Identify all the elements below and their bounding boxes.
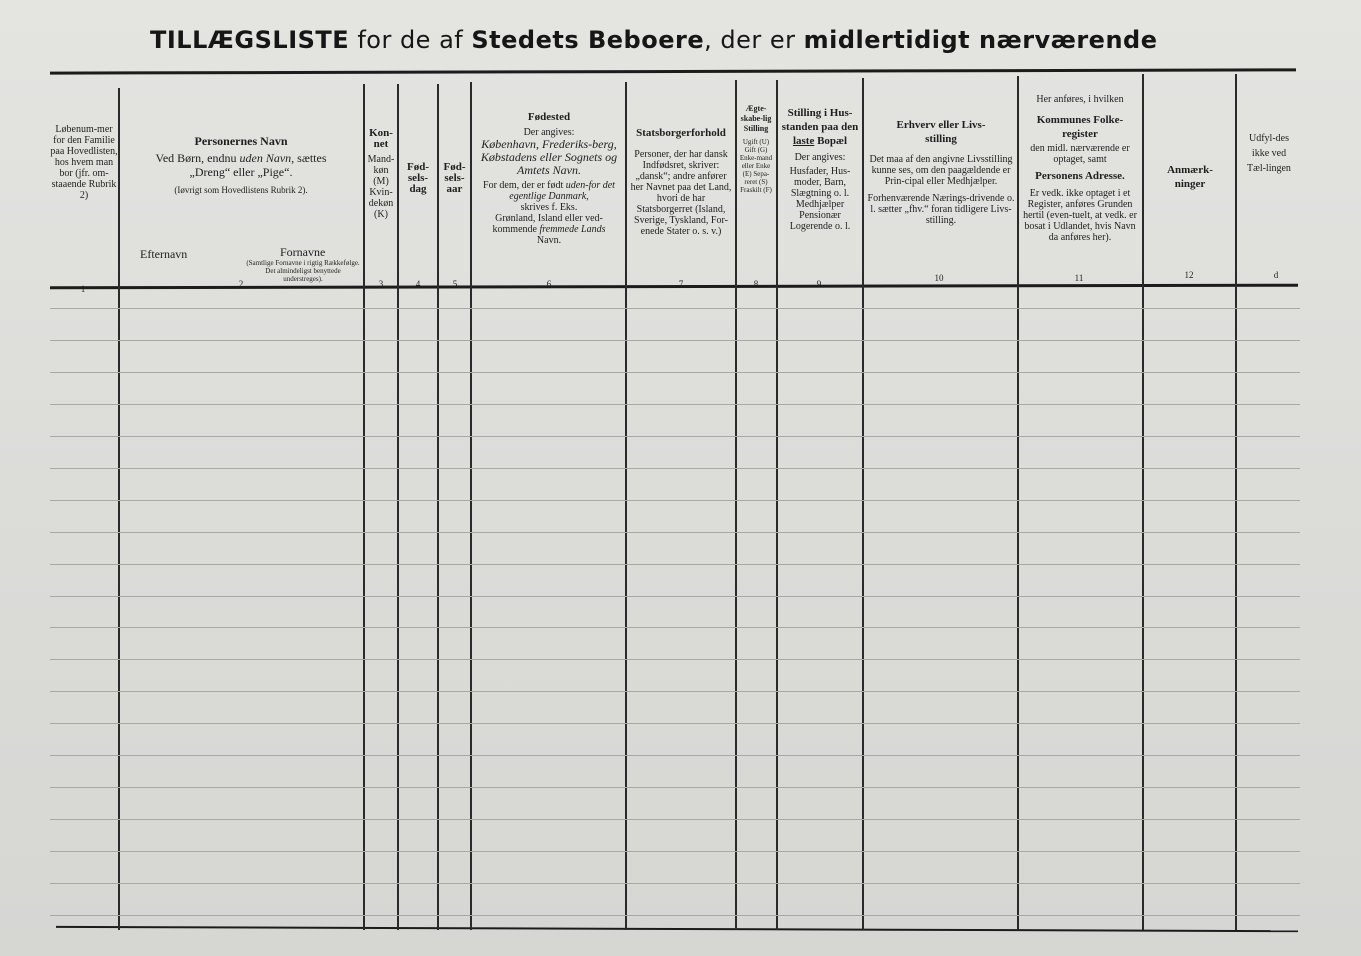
col-divider-5 bbox=[470, 82, 472, 930]
table-row-line bbox=[50, 340, 1300, 341]
col6-text4: Navn. bbox=[536, 235, 562, 246]
col-divider-9 bbox=[862, 78, 864, 930]
table-row-line bbox=[50, 691, 1300, 692]
col11-pre: Her anføres, i hvilken bbox=[1036, 94, 1124, 105]
col10-heading: Erhverv eller Livs-stilling bbox=[896, 119, 986, 145]
table-row-line bbox=[50, 659, 1300, 660]
col2-line2: „Dreng“ eller „Pige“. bbox=[189, 165, 293, 179]
table-row-line bbox=[50, 564, 1300, 565]
col4-number: 4 bbox=[415, 279, 421, 289]
col11-heading2: Personens Adresse. bbox=[1035, 170, 1125, 182]
col7-heading: Statsborgerforhold bbox=[636, 127, 726, 139]
col2-line1-b: uden Navn bbox=[239, 151, 292, 165]
cold-header bbox=[1247, 131, 1291, 176]
col6-text3-b: fremmede Lands bbox=[539, 224, 606, 235]
col9-sub: Der angives: bbox=[794, 152, 846, 163]
col-divider-7 bbox=[735, 80, 737, 930]
col6-heading: Fødested bbox=[527, 111, 571, 123]
table-row-line bbox=[50, 915, 1300, 916]
col8-text: Ugift (U) Gift (G) Enke-mand eller Enke (E) Sepa-reret (S) Fraskilt (F) bbox=[739, 138, 773, 194]
col7-header bbox=[628, 128, 734, 237]
table-row-line bbox=[50, 819, 1300, 820]
title-part-4: , der er bbox=[704, 26, 804, 54]
table-row-line bbox=[50, 500, 1300, 501]
table-row-line bbox=[50, 723, 1300, 724]
col12-header bbox=[1146, 163, 1234, 191]
col10-text2: Forhenværende Nærings-drivende o. l. sætter „fhv.“ foran tidligere Livs-stilling. bbox=[867, 193, 1015, 226]
col10-text1: Det maa af den angivne Livsstilling kunne ses, om den paagældende er Prin-cipal eller Medhjælper. bbox=[869, 154, 1013, 187]
form-title bbox=[150, 26, 1210, 54]
col3-header bbox=[365, 128, 397, 220]
title-part-2: for de af bbox=[349, 26, 472, 54]
col2-number: 2 bbox=[238, 279, 244, 289]
col7-number: 7 bbox=[678, 279, 684, 289]
title-part-3: Stedets Beboere bbox=[471, 26, 705, 54]
col8-heading: Ægte-skabe-lig Stilling bbox=[740, 104, 772, 133]
col9-text: Husfader, Hus-moder, Barn, Slægtning o. l. Medhjælper Pensionær Logerende o. l. bbox=[789, 166, 851, 232]
col8-number: 8 bbox=[753, 279, 759, 289]
col-divider-10 bbox=[1017, 76, 1019, 930]
col9-heading-end: Bopæl bbox=[814, 135, 848, 147]
table-row-line bbox=[50, 468, 1300, 469]
col2-header bbox=[122, 136, 360, 196]
col3-number: 3 bbox=[378, 279, 384, 289]
table-row-line bbox=[50, 627, 1300, 628]
col9-heading bbox=[779, 106, 861, 148]
col3-text: Mand-køn (M) Kvin-dekøn (K) bbox=[367, 154, 395, 220]
col5-number: 5 bbox=[452, 279, 458, 289]
col2-line1-c: , sættes bbox=[291, 151, 327, 165]
col1-header bbox=[50, 124, 118, 201]
col-divider-6 bbox=[625, 82, 627, 930]
col-divider-4 bbox=[437, 84, 439, 930]
table-row-line bbox=[50, 883, 1300, 884]
col6-text1-b: uden-for det egentlige Danmark, bbox=[509, 180, 615, 202]
col2-sub-fornavne: Fornavne bbox=[280, 245, 326, 259]
table-row-line bbox=[50, 851, 1300, 852]
col-divider-8 bbox=[776, 80, 778, 930]
col12-heading: Anmærk-ninger bbox=[1167, 164, 1213, 190]
table-row-line bbox=[50, 532, 1300, 533]
col1-number: 1 bbox=[80, 284, 86, 294]
col-divider-11 bbox=[1142, 74, 1144, 930]
col10-header bbox=[866, 118, 1016, 226]
col2-line1 bbox=[122, 151, 360, 165]
col6-text1 bbox=[474, 180, 624, 202]
table-row-line bbox=[50, 436, 1300, 437]
col5-header bbox=[439, 162, 470, 199]
col9-heading-underlined: laste bbox=[792, 135, 815, 147]
title-part-main: TILLÆGSLISTE bbox=[150, 26, 350, 54]
cold-number: d bbox=[1273, 270, 1279, 280]
col6-header bbox=[474, 112, 624, 246]
col3-heading: Kon-net bbox=[369, 127, 393, 150]
table-row-line bbox=[50, 372, 1300, 373]
bottom-rule bbox=[56, 926, 1298, 932]
col11-text1: den midl. nærværende er optaget, samt bbox=[1030, 143, 1130, 165]
col-divider-12 bbox=[1235, 74, 1237, 930]
col11-header bbox=[1020, 94, 1140, 243]
col12-number: 12 bbox=[1184, 270, 1194, 280]
col10-number: 10 bbox=[934, 273, 944, 283]
col2-sub-fornavne-note: (Samtlige Fornavne i rigtig Rækkefølge. Det almindeligst benyttede understreges). bbox=[246, 259, 360, 283]
col8-header bbox=[737, 104, 775, 194]
col1-text: Løbenum-mer for den Familie paa Hovedlisten, hos hvem man bor (jfr. om-staaende Rubrik 2) bbox=[50, 124, 118, 201]
top-rule bbox=[50, 68, 1296, 74]
col6-italic-text: København, Frederiks-berg, Købstadens eller Sognets og Amtets Navn. bbox=[480, 137, 618, 177]
col2-line1-a: Ved Børn, endnu bbox=[155, 151, 240, 165]
col9-header bbox=[779, 106, 861, 232]
col-divider-3 bbox=[397, 84, 399, 930]
col6-text3-a: Grønland, Island eller ved-kommende bbox=[492, 213, 603, 235]
col4-heading: Fød-sels-dag bbox=[407, 161, 429, 195]
col11-text2: Er vedk. ikke optaget i et Register, anføres Grunden hertil (even-tuelt, at vedk. er bosat i Udlandet, hvis Navn da anføres her). bbox=[1023, 188, 1137, 243]
col4-header bbox=[400, 162, 436, 199]
col6-text1-a: For dem, der er født bbox=[483, 180, 566, 191]
table-row-line bbox=[50, 787, 1300, 788]
col2-sub-efternavn: Efternavn bbox=[140, 247, 188, 261]
col6-text2: skrives f. Eks. bbox=[520, 202, 578, 213]
col6-text3 bbox=[474, 213, 624, 235]
col9-heading-a: Stilling i Hus-standen paa den bbox=[781, 107, 859, 133]
cold-text: Udfyl-des ikke ved Tæl-lingen bbox=[1247, 133, 1291, 174]
col6-sub: Der angives: bbox=[523, 127, 575, 138]
col5-heading: Fød-sels-aar bbox=[443, 161, 466, 195]
col6-number: 6 bbox=[546, 279, 552, 289]
col9-number: 9 bbox=[816, 279, 822, 289]
col2-note: (Iøvrigt som Hovedlistens Rubrik 2). bbox=[174, 185, 308, 195]
col-divider-1 bbox=[118, 88, 120, 930]
col7-text: Personer, der har dansk Indfødsret, skriver: „dansk“; andre anfører her Navnet paa det Land, hvori de har Statsborgerret (Island, Sverige, Tyskland, For-enede Stater o. s. v.) bbox=[630, 149, 732, 237]
table-row-line bbox=[50, 755, 1300, 756]
table-row-line bbox=[50, 596, 1300, 597]
col11-heading: Kommunes Folke-register bbox=[1036, 114, 1124, 140]
col2-heading: Personernes Navn bbox=[194, 134, 288, 148]
col11-number: 11 bbox=[1074, 273, 1084, 283]
table-row-line bbox=[50, 308, 1300, 309]
table-row-line bbox=[50, 404, 1300, 405]
title-part-5: midlertidigt nærværende bbox=[803, 26, 1158, 54]
